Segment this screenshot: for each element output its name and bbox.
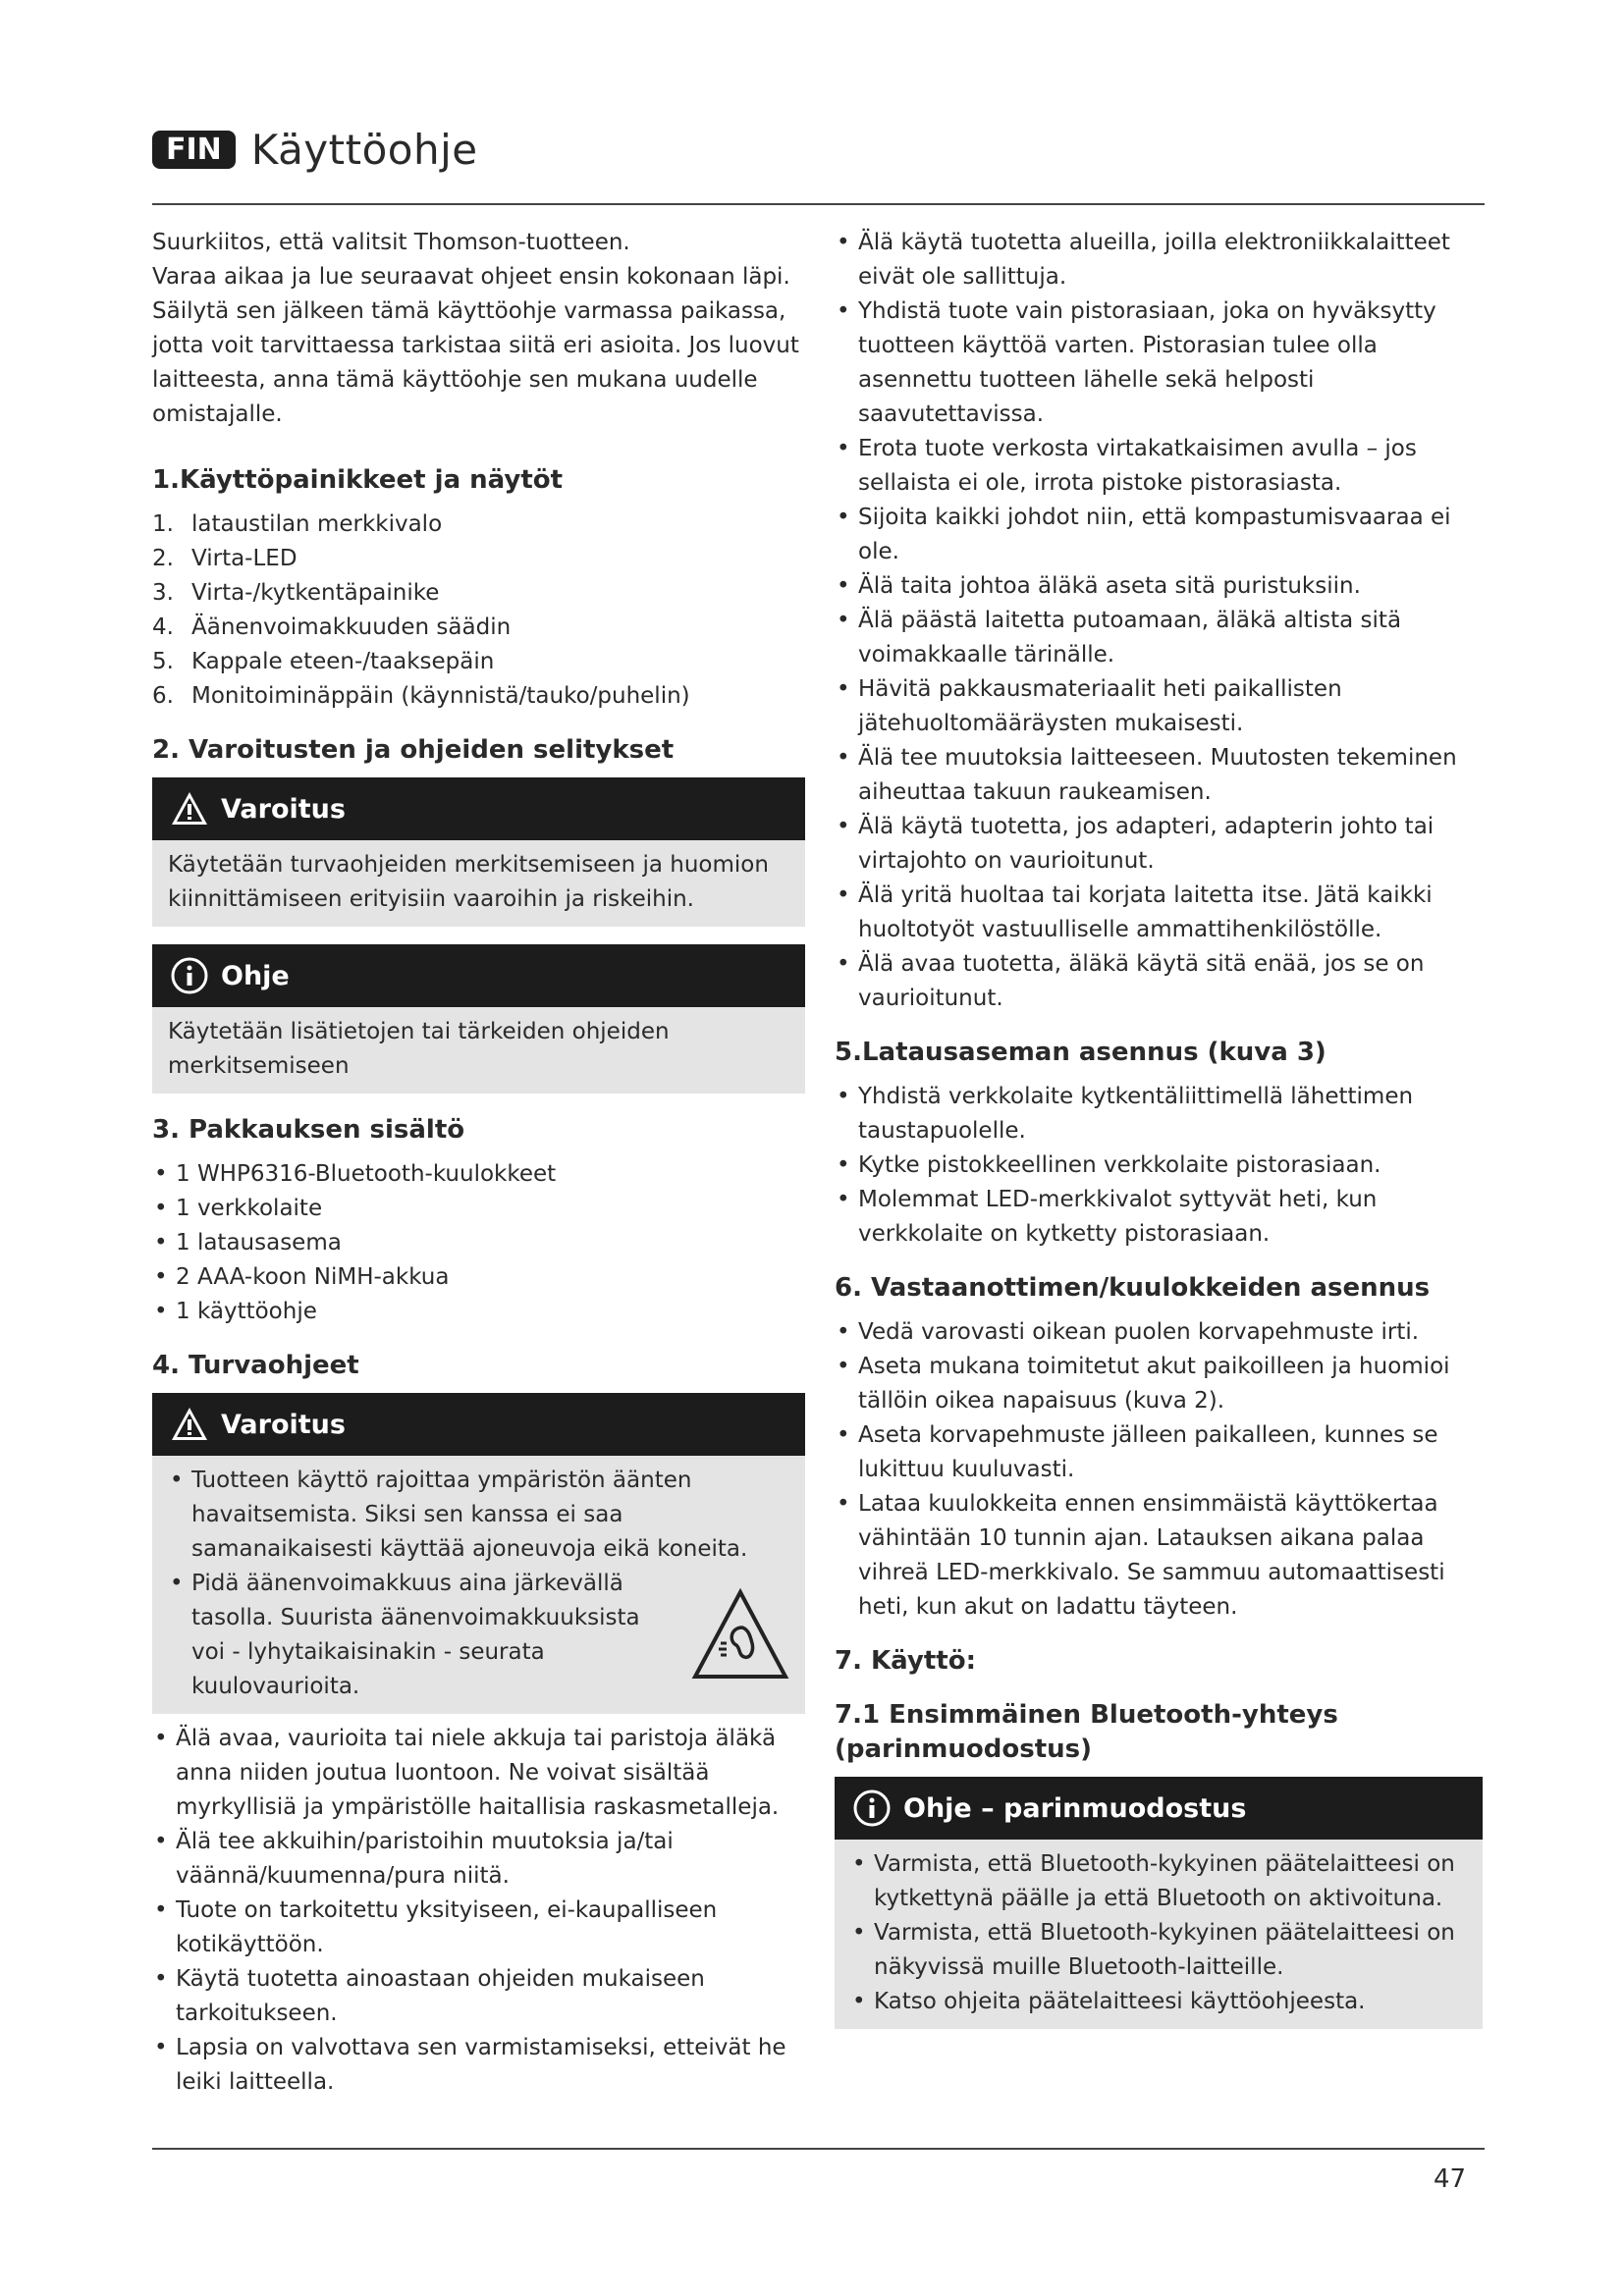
list-item: • Lataa kuulokkeita ennen ensimmäistä käyttökertaa vähintään 10 tunnin ajan. Latauksen aikana palaa vihreä LED-merkkivalo. Se sammuu automaattisesti heti, kun akut on ladattu täyteen. <box>835 1487 1483 1625</box>
list-item: • 1 käyttöohje <box>152 1295 805 1329</box>
list-item: • Älä päästä laitetta putoamaan, äläkä altista sitä voimakkaalle tärinälle. <box>835 604 1483 672</box>
intro-instructions: Varaa aikaa ja lue seuraavat ohjeet ensin kokonaan läpi. Säilytä sen jälkeen tämä käyttöohje varmassa paikassa, jotta voit tarvittaessa tarkistaa siitä eri asioita. Jos luovut laitteesta, anna tämä käyttöohje sen mukana uudelle omistajalle. <box>152 264 799 427</box>
list-item: 1. lataustilan merkkivalo <box>152 511 443 537</box>
list-item: • Sijoita kaikki johdot niin, että kompastumisvaaraa ei ole. <box>835 501 1483 569</box>
warning-body: Käytetään turvaohjeiden merkitsemiseen ja huomion kiinnittämiseen erityisiin vaaroihin ja riskeihin. <box>152 840 805 927</box>
safety-warning-header <box>152 1393 805 1456</box>
section-5-heading: 5.Latausaseman asennus (kuva 3) <box>835 1038 1326 1067</box>
list-item: • Vedä varovasti oikean puolen korvapehmuste irti. <box>835 1315 1483 1350</box>
package-contents-list <box>152 1157 805 1329</box>
page-header <box>152 126 478 174</box>
list-item: 6. Monitoiminäppäin (käynnistä/tauko/puhelin) <box>152 683 690 709</box>
list-item: • Älä tee akkuihin/paristoihin muutoksia ja/tai väännä/kuumenna/pura niitä. <box>152 1825 805 1894</box>
list-item: • Älä avaa, vaurioita tai niele akkuja tai paristoja äläkä anna niiden joutua luontoon. Ne voivat sisältää myrkyllisiä ja ympäristölle haitallisia raskasmetalleja. <box>152 1722 805 1825</box>
list-item: • Yhdistä tuote vain pistorasiaan, joka on hyväksytty tuotteen käyttöä varten. Pistorasian tulee olla asennettu tuotteen lähelle sekä helposti saavutettavissa. <box>835 294 1483 432</box>
safety-list-right <box>835 226 1483 1016</box>
list-item: • Älä taita johtoa äläkä aseta sitä puristuksiin. <box>835 569 1483 604</box>
list-item: • Aseta mukana toimitetut akut paikoilleen ja huomioi tällöin oikea napaisuus (kuva 2). <box>835 1350 1483 1418</box>
list-item: • Älä käytä tuotetta, jos adapteri, adapterin johto tai virtajohto on vaurioitunut. <box>835 810 1483 879</box>
safety-warning-body <box>152 1456 805 1714</box>
safety-warning-title: Varoitus <box>221 1409 346 1440</box>
section-4-heading: 4. Turvaohjeet <box>152 1351 359 1380</box>
list-item: • Aseta korvapehmuste jälleen paikalleen, kunnes se lukittuu kuuluvasti. <box>835 1418 1483 1487</box>
note-title: Ohje <box>221 960 290 991</box>
list-item: • Molemmat LED-merkkivalot syttyvät heti, kun verkkolaite on kytketty pistorasiaan. <box>835 1183 1483 1252</box>
section-3-heading: 3. Pakkauksen sisältö <box>152 1115 465 1145</box>
note-box <box>152 944 805 1094</box>
list-item: • Tuote on tarkoitettu yksityiseen, ei-kaupalliseen kotikäyttöön. <box>152 1894 805 1962</box>
list-item: • 1 latausasema <box>152 1226 805 1260</box>
intro-thanks: Suurkiitos, että valitsit Thomson-tuotteen. <box>152 230 630 255</box>
left-column <box>152 226 805 2100</box>
warning-header <box>152 777 805 840</box>
list-item: • 1 WHP6316-Bluetooth-kuulokkeet <box>152 1157 805 1192</box>
safety-list-left <box>152 1722 805 2100</box>
section-1-heading: 1.Käyttöpainikkeet ja näytöt <box>152 465 564 495</box>
document-title: Käyttöohje <box>250 126 478 174</box>
list-item: 4. Äänenvoimakkuuden säädin <box>152 614 512 640</box>
list-item: • Hävitä pakkausmateriaalit heti paikallisten jätehuoltomääräysten mukaisesti. <box>835 672 1483 741</box>
section-7-1-heading: 7.1 Ensimmäinen Bluetooth-yhteys (parinmuodostus) <box>835 1700 1338 1764</box>
section-6-heading: 6. Vastaanottimen/kuulokkeiden asennus <box>835 1273 1431 1303</box>
section-2-heading: 2. Varoitusten ja ohjeiden selitykset <box>152 735 675 765</box>
list-item: • Älä yritä huoltaa tai korjata laitetta itse. Jätä kaikki huoltotyöt vastuulliselle ammattihenkilöstölle. <box>835 879 1483 947</box>
list-item: • Varmista, että Bluetooth-kykyinen päätelaitteesi on kytkettynä päälle ja että Bluetooth on aktivoituna. <box>850 1847 1467 1916</box>
warning-box <box>152 777 805 927</box>
list-item: • Älä avaa tuotetta, äläkä käytä sitä enää, jos se on vaurioitunut. <box>835 947 1483 1016</box>
pairing-note-box <box>835 1777 1483 2029</box>
list-item: • 2 AAA-koon NiMH-akkua <box>152 1260 805 1295</box>
list-item: • Katso ohjeita päätelaitteesi käyttöohjeesta. <box>850 1985 1467 2019</box>
bottom-divider <box>152 2148 1485 2150</box>
list-item: • Käytä tuotetta ainoastaan ohjeiden mukaiseen tarkoitukseen. <box>152 1962 805 2031</box>
info-icon <box>852 1789 892 1828</box>
language-badge: FIN <box>152 131 236 169</box>
warning-triangle-icon <box>170 789 209 828</box>
section-7-heading: 7. Käyttö: <box>835 1646 976 1676</box>
list-item: • Varmista, että Bluetooth-kykyinen päätelaitteesi on näkyvissä muille Bluetooth-laitteille. <box>850 1916 1467 1985</box>
list-item: 5. Kappale eteen-/taaksepäin <box>152 649 495 674</box>
note-body: Käytetään lisätietojen tai tärkeiden ohjeiden merkitsemiseen <box>152 1007 805 1094</box>
page-number: 47 <box>1434 2164 1467 2194</box>
pairing-note-header <box>835 1777 1483 1840</box>
safety-warning-box <box>152 1393 805 1714</box>
pairing-note-body <box>835 1840 1483 2029</box>
note-header <box>152 944 805 1007</box>
charging-station-list <box>835 1080 1483 1252</box>
right-column <box>835 226 1483 2047</box>
headphones-setup-list <box>835 1315 1483 1625</box>
list-item: • Pidä äänenvoimakkuus aina järkevällä tasolla. Suurista äänenvoimakkuuksista voi - lyhytaikaisinakin - seurata kuulovaurioita. <box>168 1567 789 1704</box>
list-item: • Tuotteen käyttö rajoittaa ympäristön äänten havaitsemista. Siksi sen kanssa ei saa samanaikaisesti käyttää ajoneuvoja eikä koneita. <box>168 1464 789 1567</box>
list-item: 2. Virta-LED <box>152 546 298 571</box>
list-item: • Älä tee muutoksia laitteeseen. Muutosten tekeminen aiheuttaa takuun raukeamisen. <box>835 741 1483 810</box>
list-item: 3. Virta-/kytkentäpainike <box>152 580 440 606</box>
list-item: • Erota tuote verkosta virtakatkaisimen avulla – jos sellaista ei ole, irrota pistoke pistorasiasta. <box>835 432 1483 501</box>
hearing-damage-icon <box>691 1586 789 1684</box>
list-item: • Yhdistä verkkolaite kytkentäliittimellä lähettimen taustapuolelle. <box>835 1080 1483 1148</box>
info-icon <box>170 956 209 995</box>
controls-list <box>152 507 805 714</box>
list-item: • 1 verkkolaite <box>152 1192 805 1226</box>
warning-title: Varoitus <box>221 793 346 825</box>
list-item: • Kytke pistokkeellinen verkkolaite pistorasiaan. <box>835 1148 1483 1183</box>
list-item: • Älä käytä tuotetta alueilla, joilla elektroniikkalaitteet eivät ole sallittuja. <box>835 226 1483 294</box>
list-item: • Lapsia on valvottava sen varmistamiseksi, etteivät he leiki laitteella. <box>152 2031 805 2100</box>
pairing-note-title: Ohje – parinmuodostus <box>903 1792 1247 1824</box>
top-divider <box>152 203 1485 205</box>
warning-triangle-icon <box>170 1405 209 1444</box>
